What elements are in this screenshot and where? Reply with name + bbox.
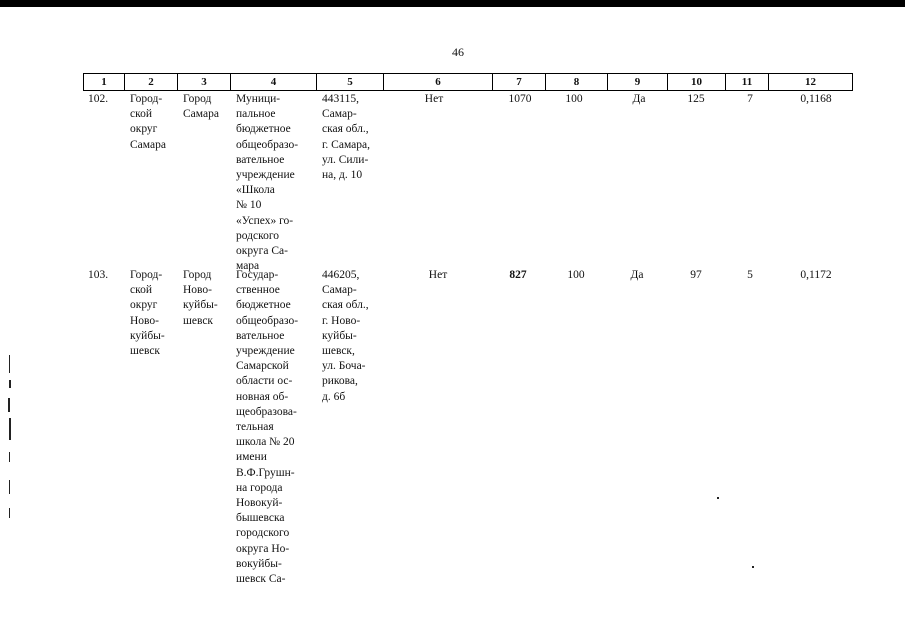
row-number: 103. <box>88 269 109 281</box>
scan-artifact <box>8 398 10 412</box>
col11-cell: 7 <box>747 93 753 105</box>
column-number: 6 <box>435 76 441 88</box>
row-number: 102. <box>88 93 109 105</box>
institution-cell: Муници- пальное бюджетное общеобразо- вательное учреждение «Школа № 10 «Успех» го- родского округа Са- мара <box>236 93 299 273</box>
column-number: 9 <box>634 76 641 88</box>
column-number: 8 <box>573 76 580 88</box>
scan-artifact <box>9 508 10 518</box>
address-cell: 443115, Самар- ская обл., г. Самара, ул. Сили- на, д. 10 <box>322 93 370 182</box>
col10-cell: 97 <box>690 269 702 281</box>
column-number: 3 <box>201 76 207 88</box>
institution-cell: Государ- ственное бюджетное общеобразо- вательное учреждение Самарской области ос- новная об- щеобразова- тельная школа № 20 имени В.Ф.Грушн- на города Новокуй- бышевска городского округа Но- вокуйбы- шевск Са- <box>236 269 299 586</box>
settlement-cell: Город Ново- куйбы- шевск <box>183 269 218 327</box>
scan-artifact <box>9 418 11 440</box>
column-number: 12 <box>805 76 816 88</box>
scan-artifact <box>9 480 10 494</box>
col9-cell: Да <box>632 93 646 105</box>
col12-cell: 0,1172 <box>800 269 832 281</box>
page-number: 46 <box>452 45 464 59</box>
col9-cell: Да <box>630 269 644 281</box>
col6-cell: Нет <box>428 269 448 281</box>
scan-artifact <box>717 497 719 499</box>
header-bottom-rule <box>83 90 853 91</box>
scan-top-border <box>0 0 905 7</box>
col8-cell: 100 <box>567 269 585 281</box>
scan-artifact <box>9 355 10 373</box>
column-number: 4 <box>270 76 277 88</box>
scan-artifact <box>9 452 10 462</box>
column-number: 5 <box>347 76 353 88</box>
header-divider <box>852 73 853 91</box>
address-cell: 446205, Самар- ская обл., г. Ново- куйбы- шевск, ул. Боча- рикова, д. 6б <box>322 269 369 403</box>
district-cell: Город- ской округ Самара <box>130 93 166 151</box>
header-top-rule <box>83 73 853 74</box>
col8-cell: 100 <box>565 93 583 105</box>
col10-cell: 125 <box>687 93 705 105</box>
settlement-cell: Город Самара <box>183 93 219 121</box>
column-number: 1 <box>101 76 107 88</box>
column-number: 10 <box>691 76 702 88</box>
column-number: 11 <box>741 76 753 88</box>
scan-artifact <box>9 380 11 388</box>
col12-cell: 0,1168 <box>800 93 832 105</box>
col7-cell: 1070 <box>508 93 532 105</box>
col7-cell: 827 <box>509 269 527 281</box>
col11-cell: 5 <box>747 269 753 281</box>
column-number: 7 <box>516 76 522 88</box>
district-cell: Город- ской округ Ново- куйбы- шевск <box>130 269 165 358</box>
col6-cell: Нет <box>424 93 444 105</box>
scan-artifact <box>752 566 754 568</box>
column-number: 2 <box>148 76 154 88</box>
